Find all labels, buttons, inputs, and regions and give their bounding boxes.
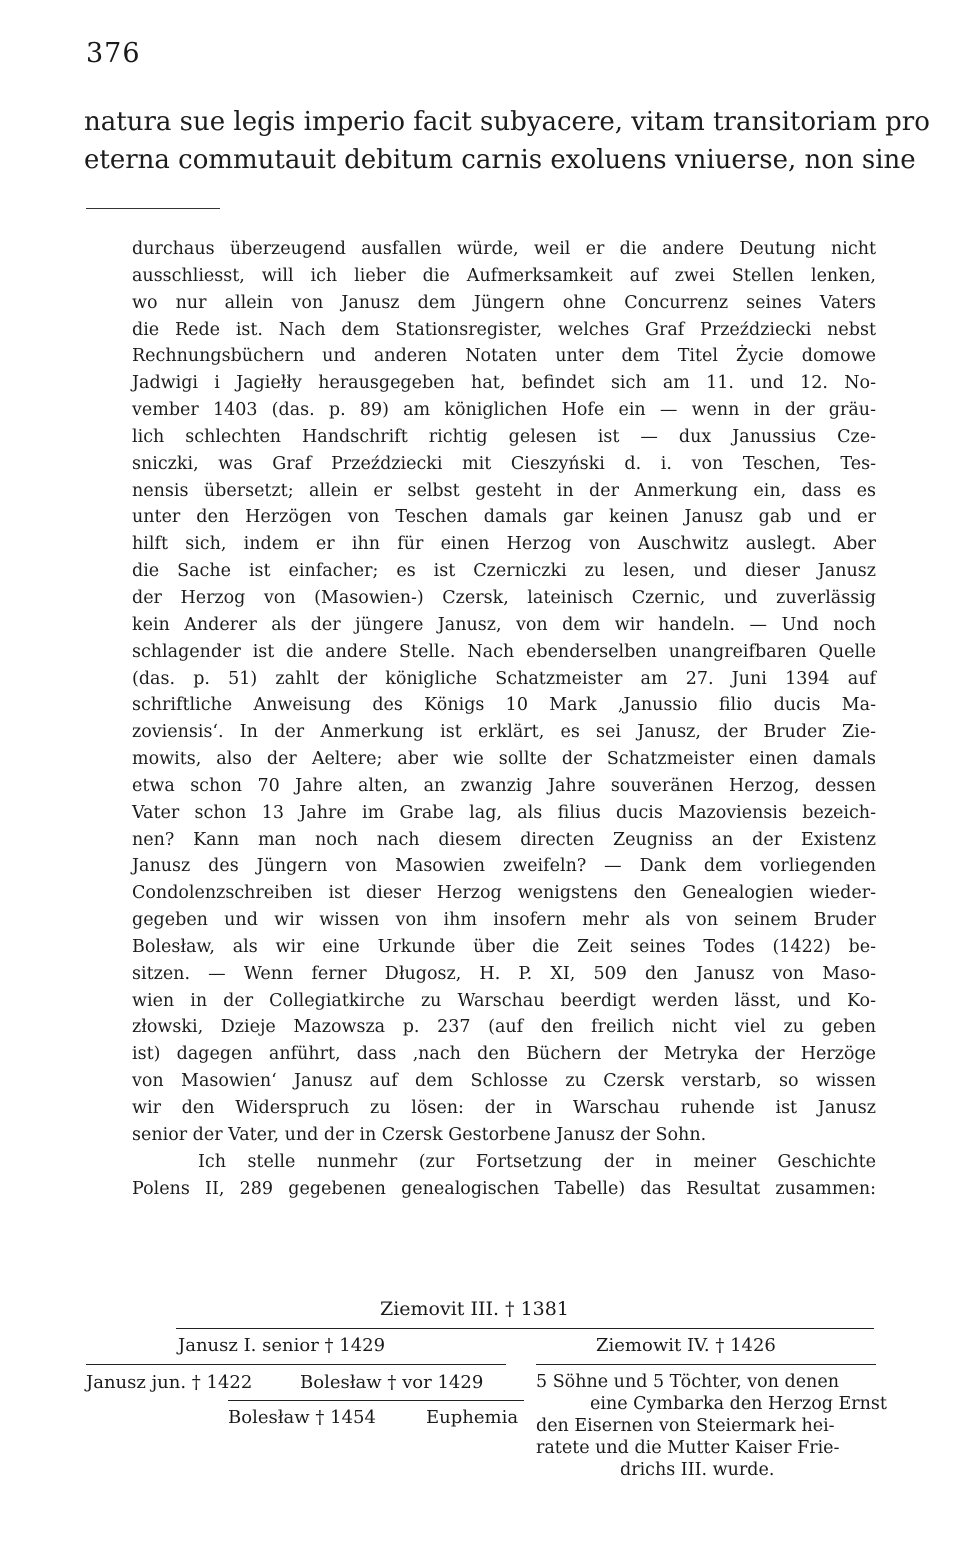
note-line: der Herzog von (Masowien-) Czersk, lateinisch Czernic, und zuverlässig (132, 587, 876, 608)
page-number: 376 (86, 38, 141, 69)
footnote-rule (86, 208, 220, 209)
note-line: schlagender ist die andere Stelle. Nach ebenderselben unangreifbaren Quelle (132, 641, 876, 662)
note-line: die Rede ist. Nach dem Stationsregister, welches Graf Przeździecki nebst (132, 319, 876, 340)
genealogy-janusz-jun: Janusz jun. † 1422 (86, 1372, 253, 1393)
note-line: vember 1403 (das. p. 89) am königlichen Hofe ein — wenn in der gräu- (132, 400, 876, 421)
note-line: złowski, Dzieje Mazowsza p. 237 (auf den freilich nicht viel zu geben (132, 1017, 876, 1038)
note-line: ausschliesst, will ich lieber die Aufmerksamkeit auf zwei Stellen lenken, (132, 265, 876, 286)
genealogy-euphemia: Euphemia (426, 1407, 519, 1428)
note-line: wien in der Collegiatkirche zu Warschau beerdigt werden lässt, und Ko- (132, 990, 876, 1011)
note-line: sniczki, was Graf Przeździecki mit Cieszyński d. i. von Teschen, Tes- (132, 453, 876, 474)
note-line: (das. p. 51) zahlt der königliche Schatzmeister am 27. Juni 1394 auf (132, 668, 876, 689)
genealogy-children-note-line: den Eisernen von Steiermark hei- (536, 1416, 835, 1436)
note-line: Bolesław, als wir eine Urkunde über die Zeit seines Todes (1422) be- (132, 936, 876, 957)
footnote-text (132, 236, 876, 1202)
note-line: Vater schon 13 Jahre im Grabe lag, als filius ducis Mazoviensis bezeich- (132, 802, 876, 823)
note-line: Jadwigi i Jagiełły herausgegeben hat, befindet sich am 11. und 12. No- (132, 373, 876, 394)
note-line: zoviensis‘. In der Anmerkung ist erklärt, es sei Janusz, der Bruder Zie- (132, 722, 876, 743)
genealogy-janusz-senior: Janusz I. senior † 1429 (178, 1335, 386, 1356)
genealogy-ziemowit-iv: Ziemowit IV. † 1426 (596, 1335, 776, 1356)
genealogy-children-note-line: drichs III. wurde. (620, 1460, 775, 1480)
note-line: Janusz des Jüngern von Masowien zweifeln? — Dank dem vorliegenden (132, 856, 876, 877)
note-line: hilft sich, indem er ihn für einen Herzog von Auschwitz auslegt. Aber (132, 534, 876, 555)
note-line: gegeben und wir wissen von ihm insofern mehr als von seinem Bruder (132, 910, 876, 931)
genealogy-children-note-line: eine Cymbarka den Herzog Ernst (590, 1394, 887, 1414)
genealogy-line-janusz-children (86, 1364, 506, 1365)
note-line: kein Anderer als der jüngere Janusz, von dem wir handeln. — Und noch (132, 614, 876, 635)
main-text (84, 103, 930, 179)
note-line: wo nur allein von Janusz dem Jüngern ohne Concurrenz seines Vaters (132, 292, 876, 313)
genealogy-children-note-line: 5 Söhne und 5 Töchter, von denen (536, 1372, 839, 1392)
note-line: nensis übersetzt; allein er selbst gesteht in der Anmerkung ein, dass es (132, 480, 876, 501)
genealogy-children-note-line: ratete und die Mutter Kaiser Frie- (536, 1438, 840, 1458)
note-line: nen? Kann man noch nach diesem directen Zeugniss an der Existenz (132, 829, 876, 850)
genealogy-line-boleslaw-children (228, 1400, 524, 1401)
note-line: die Sache ist einfacher; es ist Czerniczki zu lesen, und dieser Janusz (132, 561, 876, 582)
note-line: wir den Widerspruch zu lösen: der in Warschau ruhende ist Janusz (132, 1098, 876, 1118)
note-line: unter den Herzögen von Teschen damals gar keinen Janusz gab und er (132, 507, 876, 528)
main-line: eterna commutauit debitum carnis exoluens vniuerse, non sine (84, 145, 916, 175)
note-line: Polens II, 289 gegebenen genealogischen Tabelle) das Resultat zusammen: (132, 1178, 876, 1199)
note-line: Rechnungsbüchern und anderen Notaten unter dem Titel Życie domowe (132, 346, 876, 367)
genealogy-boleslaw-son: Bolesław † 1454 (228, 1407, 376, 1428)
genealogy-line-generation-1 (176, 1328, 874, 1329)
genealogy-root: Ziemovit III. † 1381 (380, 1298, 569, 1320)
main-line: natura sue legis imperio facit subyacere, vitam transitoriam pro (84, 107, 930, 137)
genealogy-boleslaw: Bolesław † vor 1429 (300, 1372, 484, 1393)
note-line: Condolenzschreiben ist dieser Herzog wenigstens den Genealogien wieder- (132, 883, 876, 904)
note-line: ist) dagegen anführt, dass ‚nach den Büchern der Metryka der Herzöge (132, 1044, 876, 1065)
note-line: sitzen. — Wenn ferner Długosz, H. P. XI, 509 den Janusz von Maso- (132, 963, 876, 984)
note-line: von Masowien‘ Janusz auf dem Schlosse zu Czersk verstarb, so wissen (132, 1071, 876, 1092)
note-line: schriftliche Anweisung des Königs 10 Mark ‚Janussio filio ducis Ma- (132, 695, 876, 716)
note-line: mowits, also der Aeltere; aber wie sollte der Schatzmeister einen damals (132, 749, 876, 770)
genealogy-line-ziemowit-children (536, 1364, 876, 1365)
note-line: etwa schon 70 Jahre alten, an zwanzig Jahre souveränen Herzog, dessen (132, 775, 876, 796)
note-line: durchaus überzeugend ausfallen würde, weil er die andere Deutung nicht (132, 239, 876, 259)
note-line: lich schlechten Handschrift richtig gelesen ist — dux Janussius Cze- (132, 426, 876, 447)
note-line: senior der Vater, und der in Czersk Gestorbene Janusz der Sohn. (132, 1124, 707, 1145)
note-line: Ich stelle nunmehr (zur Fortsetzung der in meiner Geschichte (198, 1151, 876, 1172)
